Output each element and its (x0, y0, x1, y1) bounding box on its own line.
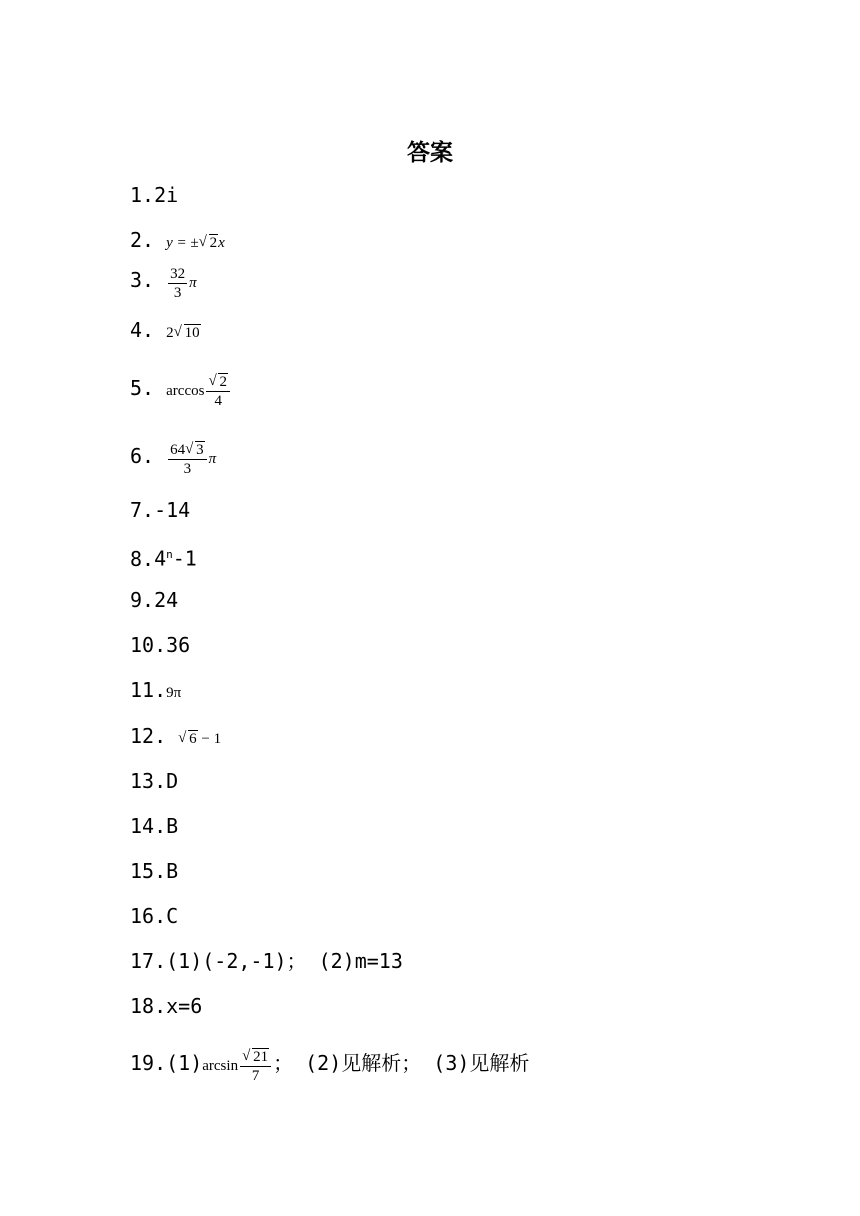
radicand: 21 (253, 1049, 269, 1065)
answer-6 (130, 441, 216, 478)
answer-text: (1)(-2,-1)； (2)m=13 (166, 949, 403, 973)
answer-number: 14. (130, 814, 167, 838)
fraction (206, 373, 230, 410)
numerator (168, 441, 207, 460)
page-title: 答案 (407, 140, 453, 166)
answer-12 (130, 724, 221, 751)
denominator: 4 (214, 393, 222, 409)
answer-number: 5. (130, 375, 155, 400)
answer-text: (1) (166, 1050, 203, 1075)
answer-text: -1 (172, 546, 197, 571)
math-text: − 1 (197, 731, 222, 747)
math-text: 2 (166, 325, 174, 341)
answer-text: ； (2)见解析； (3)见解析 (273, 1050, 530, 1075)
answer-number: 18. (130, 994, 167, 1018)
answer-3 (130, 265, 197, 302)
math-text: x (218, 235, 225, 251)
answer-number: 12. (130, 724, 167, 748)
math-text: 64 (170, 442, 186, 458)
answer-math (166, 325, 201, 341)
answer-math (166, 235, 225, 251)
answer-text: C (166, 904, 179, 928)
math-text: 9π (166, 685, 182, 701)
answer-text: D (166, 769, 179, 793)
answer-number: 3. (130, 267, 155, 292)
answer-math (166, 266, 197, 301)
answer-math (166, 374, 232, 409)
answer-text: B (166, 859, 179, 883)
answer-text: 24 (154, 588, 179, 612)
sqrt-symbol (199, 231, 219, 255)
superscript: n (166, 548, 173, 561)
answer-2 (130, 228, 225, 255)
answer-8 (130, 543, 197, 571)
answer-number: 4. (130, 318, 155, 342)
numerator (240, 1048, 271, 1067)
answer-math (202, 1049, 273, 1084)
answer-14 (130, 814, 178, 838)
answer-math (166, 442, 217, 477)
answer-19 (130, 1048, 529, 1085)
answer-5 (130, 373, 232, 410)
math-text: arccos (166, 382, 205, 399)
numerator: 32 (170, 266, 186, 282)
sqrt-symbol (174, 321, 201, 345)
sqrt-symbol (185, 441, 205, 459)
answer-math (178, 731, 221, 747)
numerator (206, 373, 230, 392)
radicand: 2 (209, 235, 218, 251)
answer-number: 7. (130, 498, 155, 522)
radicand: 6 (189, 731, 197, 747)
answer-number: 8. (130, 546, 155, 571)
answer-text: x=6 (166, 994, 203, 1018)
answer-number: 1. (130, 183, 155, 207)
math-text: y = ± (166, 235, 199, 251)
answer-number: 17. (130, 949, 167, 973)
answer-9 (130, 588, 178, 612)
answer-number: 19. (130, 1050, 167, 1075)
answer-4 (130, 318, 201, 345)
answer-number: 6. (130, 443, 155, 468)
fraction (240, 1048, 271, 1085)
answer-17 (130, 949, 403, 973)
answer-text: 2i (154, 183, 179, 207)
math-text: π (189, 274, 197, 291)
answer-number: 10. (130, 633, 167, 657)
denominator: 7 (251, 1068, 260, 1084)
answer-16 (130, 904, 178, 928)
answer-number: 16. (130, 904, 167, 928)
radicand: 2 (219, 374, 227, 390)
answer-13 (130, 769, 178, 793)
answer-18 (130, 994, 202, 1018)
answer-number: 15. (130, 859, 167, 883)
fraction (168, 265, 187, 302)
radicand: 10 (184, 325, 200, 341)
denominator: 3 (183, 461, 192, 477)
fraction (168, 441, 207, 478)
answer-number: 2. (130, 228, 155, 252)
answer-number: 11. (130, 678, 167, 702)
math-text: π (208, 450, 217, 467)
answer-number: 13. (130, 769, 167, 793)
answer-text: 4 (154, 546, 167, 571)
sqrt-symbol (208, 373, 228, 391)
answer-text: -14 (154, 498, 191, 522)
answer-7 (130, 498, 190, 522)
answer-text: B (166, 814, 179, 838)
sqrt-symbol (242, 1048, 269, 1066)
sqrt-symbol (178, 727, 198, 751)
answer-1 (130, 183, 178, 207)
math-text: arcsin (202, 1057, 239, 1074)
answer-math (166, 685, 181, 701)
answer-15 (130, 859, 178, 883)
answer-11 (130, 678, 181, 705)
denominator: 3 (173, 285, 182, 301)
answer-number: 9. (130, 588, 155, 612)
answer-10 (130, 633, 190, 657)
radicand: 3 (196, 442, 204, 458)
answer-text: 36 (166, 633, 191, 657)
